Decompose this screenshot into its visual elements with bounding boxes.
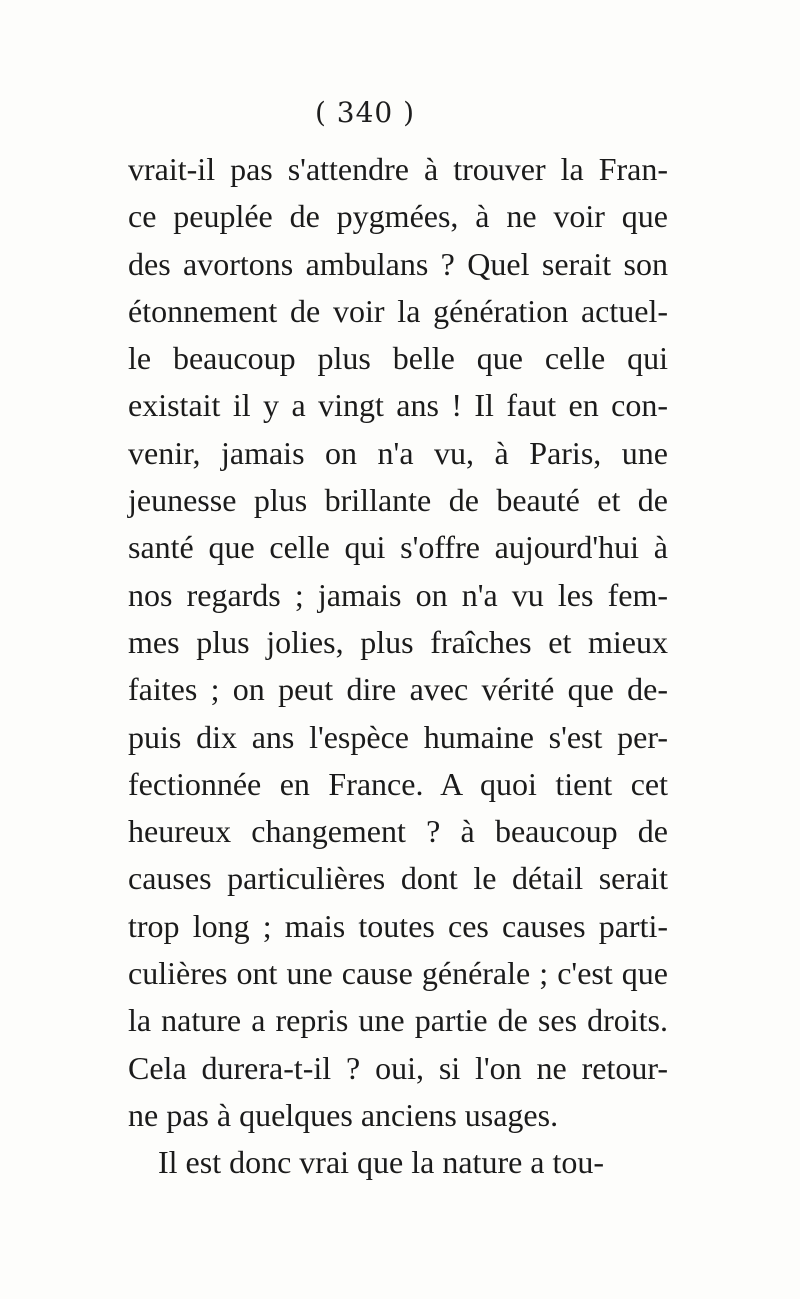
text-line: culières ont une cause générale ; c'est que	[128, 955, 668, 992]
text-line: trop long ; mais toutes ces causes parti-	[128, 907, 668, 944]
body-text	[128, 146, 668, 1187]
text-line: fectionnée en France. A quoi tient cet	[128, 765, 668, 802]
text-line: santé que celle qui s'offre aujourd'hui à	[128, 529, 668, 566]
page-number: ( 340 )	[314, 96, 416, 129]
text-line: la nature a repris une partie de ses droits.	[128, 1002, 668, 1039]
text-line: heureux changement ? à beaucoup de	[128, 813, 668, 850]
text-line: des avortons ambulans ? Quel serait son	[128, 245, 668, 282]
text-line: ne pas à quelques anciens usages.	[128, 1096, 559, 1133]
text-line: jeunesse plus brillante de beauté et de	[128, 482, 668, 519]
text-line: Cela durera-t-il ? oui, si l'on ne retour-	[128, 1049, 668, 1086]
text-line: le beaucoup plus belle que celle qui	[128, 340, 668, 377]
text-line: étonnement de voir la génération actuel-	[128, 292, 668, 329]
text-line: ce peuplée de pygmées, à ne voir que	[128, 198, 668, 235]
text-line: faites ; on peut dire avec vérité que de-	[128, 671, 668, 708]
text-line: puis dix ans l'espèce humaine s'est per-	[128, 718, 668, 755]
text-line: vrait-il pas s'attendre à trouver la Fran-	[128, 151, 668, 187]
text-line: nos regards ; jamais on n'a vu les fem-	[128, 576, 668, 613]
text-line: mes plus jolies, plus fraîches et mieux	[128, 623, 668, 660]
text-line: causes particulières dont le détail serait	[128, 860, 668, 897]
text-line: venir, jamais on n'a vu, à Paris, une	[128, 434, 668, 471]
text-line: existait il y a vingt ans ! Il faut en con-	[128, 387, 668, 424]
text-line: Il est donc vrai que la nature a tou-	[158, 1144, 605, 1181]
